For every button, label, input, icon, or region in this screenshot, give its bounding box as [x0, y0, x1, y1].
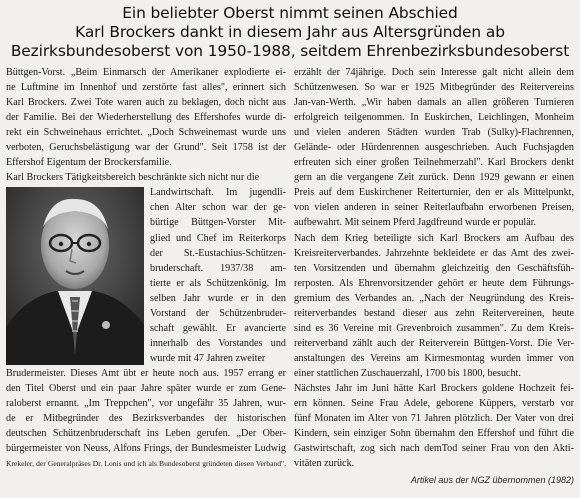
right-line: anstaltungen des Vereins am Kirmesmontag wurden immer von: [294, 352, 574, 364]
right-line: reiterverbandes bestand dieser aus zehn Reitervereinen, heute: [294, 307, 574, 319]
right-line: reiterverband zählt auch der Reiterverein Büttgen-Vorst. Die Ver-: [294, 337, 574, 349]
left-side-line: glied und Chef im Reiterkorps: [150, 232, 286, 244]
article-columns: [6, 65, 574, 488]
right-line: Schützenwesen. So war er 1925 Mitbegründer des Reitervereins: [294, 82, 574, 94]
left-side-line: Landwirtschaft. Im jugendli-: [150, 187, 286, 199]
left-bottom-line: den Titel Oberst und ein paar Jahre später wurde er zum Gene-: [6, 382, 286, 394]
left-bottom-line: bürgermeister von Neuss, Alfons Frings, der Bundesmeister Ludwig: [6, 443, 286, 455]
left-column: [6, 65, 286, 488]
right-line: fünf Monaten im Alter von 71 Jahren plötzlich. Der Vater von drei: [294, 413, 574, 425]
left-top-text: [6, 65, 286, 185]
right-line: Gelände- oder Hürdenrennen ausgeschrieben. Auch Fuchsjagden: [294, 142, 574, 154]
portrait-photo: [6, 187, 144, 365]
left-bottom-line: Brudermeister. Dieses Amt übt er heute noch aus. 1957 errang er: [6, 367, 286, 379]
right-line: ern können. Seine Frau Adele, geborene Küppers, verstarb vor: [294, 398, 574, 410]
right-line: gern an die vergangene Zeit zurück. Denn 1929 gewann er einen: [294, 172, 574, 184]
left-bottom-line: de er Mitbegründer des Bezirksverbandes der historischen: [6, 413, 286, 425]
right-line: sind es 36 Vereine mit Grevenbroich zusammen". Zu dem Kreis-: [294, 322, 574, 334]
left-bottom-text: [6, 366, 286, 471]
left-side-text: [150, 185, 286, 366]
left-side-line: wurde mit 47 Jahren zweiter: [150, 352, 266, 364]
right-line: Kreisreiterverbandes. Jahrzehnte bekleidete er das Amt des zwei-: [294, 247, 574, 259]
left-bottom-line: Krekeler, der Generalpräses Dr. Lonis und ich als Bundesoberst gründeten diesen Verband",: [6, 459, 286, 469]
right-line: erfolgreich teilgenommen. In Euskirchen, Leichlingen, Monheim: [294, 112, 574, 124]
right-line: von vielen anderen in seiner Reiterlaufbahn erworbenen Preisen,: [294, 202, 574, 214]
left-side-line: chen Alter schon war der ge-: [150, 202, 286, 214]
left-bottom-line: raloberst ernannt. „Im Treppchen", vor ungefähr 35 Jahren, wur-: [6, 398, 286, 410]
left-side-line: innerhalb des Vorstandes und: [150, 337, 286, 349]
photo-block: [6, 185, 286, 366]
headline-line-1: Ein beliebter Oberst nimmt seinen Abschied: [122, 4, 458, 22]
left-side-line: schaft gewählt. Er avancierte: [150, 322, 286, 334]
left-top-line: Effershof Eigentum der Brockersfamilie.: [6, 157, 172, 169]
right-text: [294, 65, 574, 471]
right-line: einer stattlichen Zuschauerzahl, 1700 bis 1800, besucht.: [294, 367, 521, 379]
source-caption: Artikel aus der NGZ übernommen (1982): [410, 475, 574, 486]
left-bottom-line: deutschen Schützenbruderschaft ins Leben gerufen. „Der Ober-: [6, 428, 286, 440]
left-top-line: ne Luftmine im Innenhof und zerstörte fast alles", erinnert sich: [6, 82, 286, 94]
left-top-line: rekt ein Schweinehaus errichtet. „Doch Schweinemast wurde uns: [6, 127, 286, 139]
right-column: [294, 65, 574, 488]
left-top-line: Karl Brockers Tätigkeitsbereich beschränkte sich nicht nur die: [6, 172, 260, 184]
right-line: vitäten zurück.: [294, 458, 355, 470]
left-top-line: Karl Brockers. Zwei Tote waren auch zu beklagen, doch nicht aus: [6, 97, 286, 109]
right-line: Nach dem Krieg beteiligte sich Karl Brockers am Aufbau des: [294, 232, 574, 244]
left-side-line: bruderschaft. 1937/38 am-: [150, 262, 286, 274]
right-line: erfreuten sich einer großen Teilnehmerzahl". Karl Brockers denkt: [294, 157, 574, 169]
left-side-line: selben Jahr wurde er in den: [150, 292, 286, 304]
right-line: Preis auf dem Euskirchener Reiterturnier, den er als Mittelpunkt,: [294, 187, 574, 199]
headline-line-2: Karl Brockers dankt in diesem Jahr aus Altersgründen ab: [75, 23, 505, 41]
headline-line-3: Bezirksbundesoberst von 1950-1988, seitdem Ehrenbezirksbundesoberst: [10, 42, 570, 60]
left-side-line: Vorstand der Schützenbruder-: [150, 307, 286, 319]
right-line: gremium des Verbandes an. „Nach der Neugründung des Kreis-: [294, 292, 574, 304]
left-top-line: Büttgen-Vorst. „Beim Einmarsch der Amerikaner explodierte ei-: [6, 67, 286, 78]
left-top-line: der Familie. Bei der Wiederherstellung des Effershofes wurde di-: [6, 112, 286, 124]
right-line: Kindern, sein einziger Sohn übernahm den Effershof und führt die: [294, 428, 574, 440]
left-top-line: verboten, Geruchsbelästigung war der Grund". Seit 1758 ist der: [6, 142, 286, 154]
right-line: Jan-van-Werth. „Wir haben damals an allen größeren Turnieren: [294, 97, 574, 109]
left-side-line: der St.-Eustachius-Schützen-: [150, 247, 286, 259]
right-line: erzählt der 74jährige. Doch sein Interesse galt nicht allein dem: [294, 67, 574, 78]
right-line: rerposten. Als Ehrenvorsitzender gehört er heute dem Führungs-: [294, 277, 574, 289]
left-side-line: bürtige Büttgen-Vorster Mit-: [150, 217, 286, 229]
right-line: aufbewahrt. Mit seinem Pferd Jagdfreund wurde er populär.: [294, 217, 537, 229]
right-line: und vielen anderen Städten wurden Trab (Sulky)-Flachrennen,: [294, 127, 574, 139]
left-side-line: tierte er als Schützenkönig. Im: [150, 277, 286, 289]
right-line: ten Vorsitzenden und übernahm gleichzeitig den Geschäftsfüh-: [294, 262, 574, 274]
headline: [6, 4, 574, 61]
portrait-photo-drawing: [6, 187, 144, 365]
right-line: Nächstes Jahr im Juni hätte Karl Brockers goldene Hochzeit fei-: [294, 382, 574, 394]
right-line: Gastwirtschaft, zog sich nach demTod seiner Frau von den Akti-: [294, 443, 574, 455]
